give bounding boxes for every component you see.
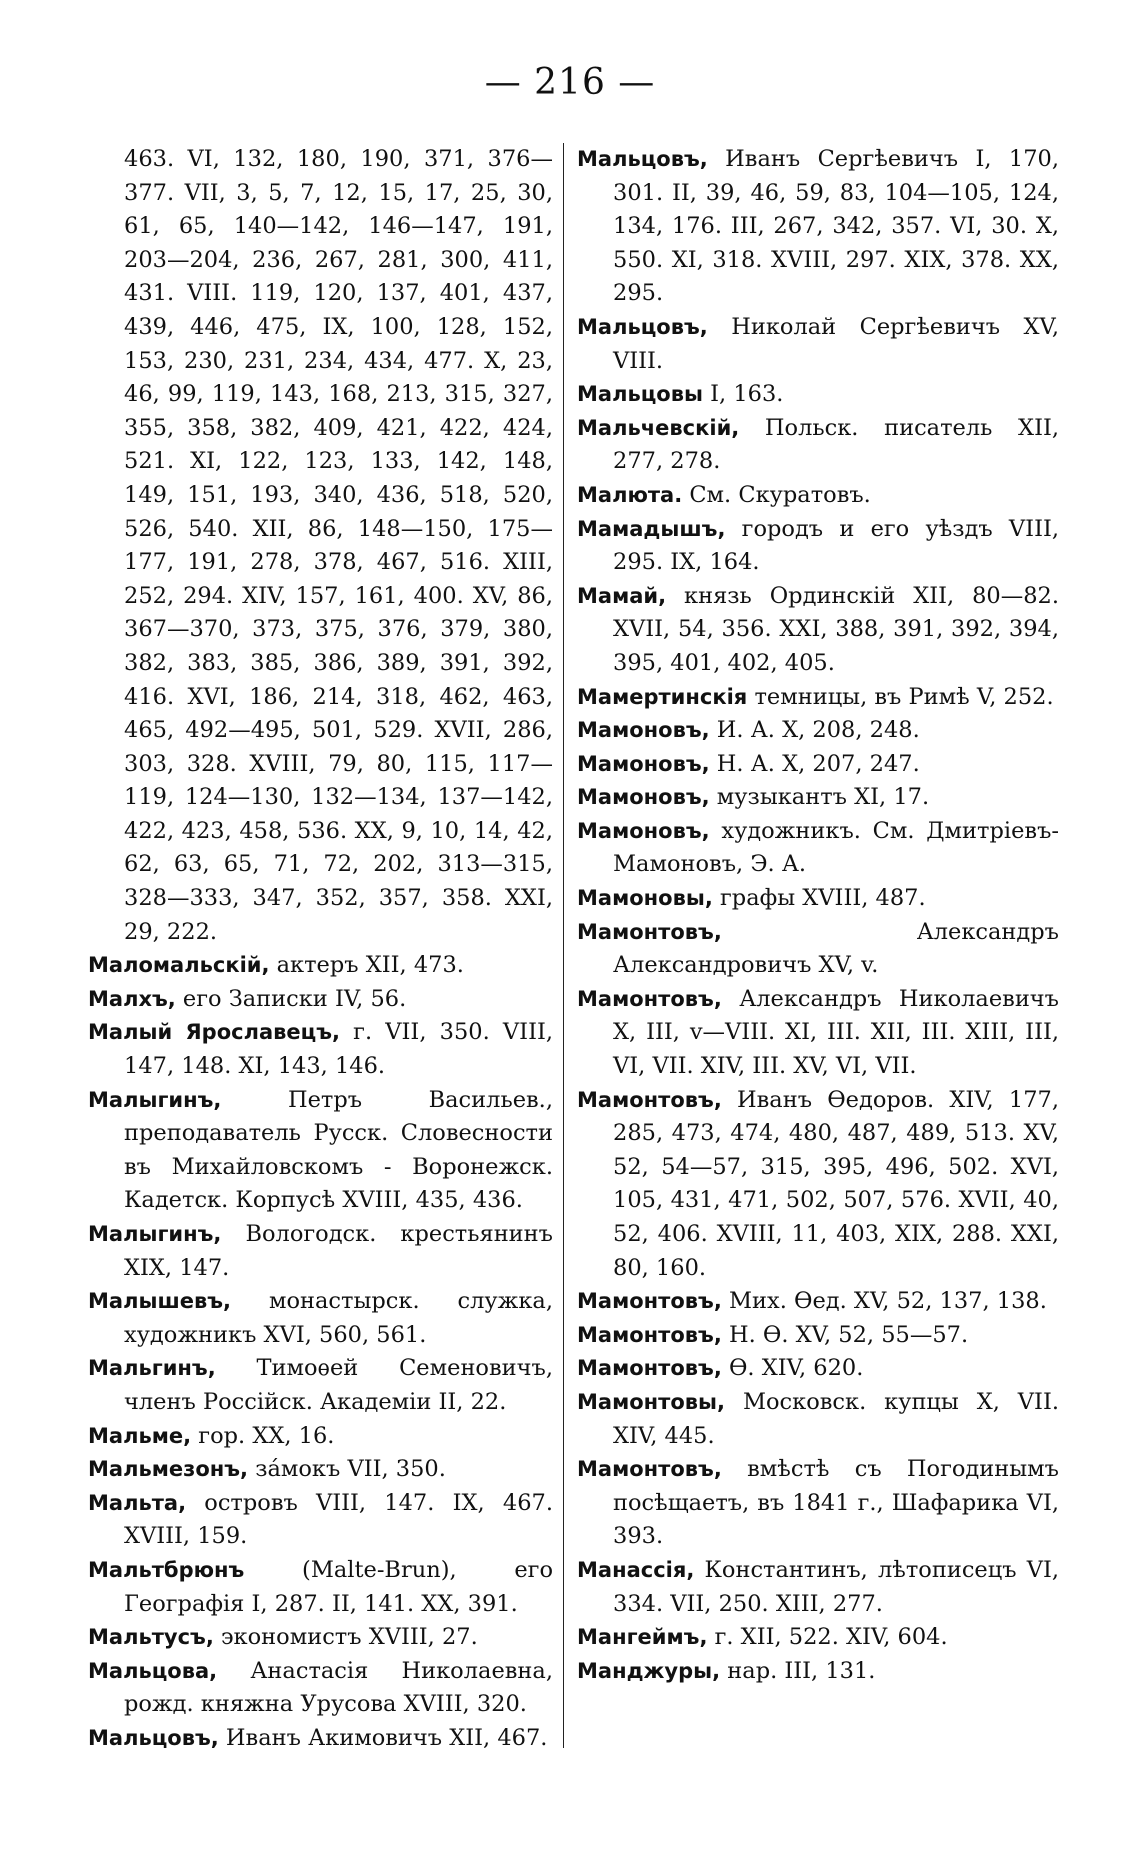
right-column	[577, 143, 1059, 1688]
entry-references: вмѣстѣ съ Погодинымъ посѣщаетъ, въ 1841 г., Шафарика VI, 393.	[613, 1456, 1059, 1550]
entry-references: Александръ Александровичъ XV, v.	[613, 918, 1059, 979]
entry-references: Николай Сергѣевичъ XV, VIII.	[613, 313, 1059, 374]
entry-references: его Записки IV, 56.	[175, 985, 407, 1012]
entry-references: См. Скуратовъ.	[682, 481, 871, 508]
entry-headword: Мамоновы,	[577, 886, 713, 911]
entry-references: I, 163.	[703, 381, 784, 408]
index-entry	[577, 479, 1059, 513]
entry-headword: Мамонтовъ,	[577, 1457, 722, 1482]
index-entry	[577, 1655, 1059, 1689]
entry-headword: Мальтусъ,	[88, 1625, 214, 1650]
entry-references: князь Ординскій XII, 80—82. XVII, 54, 356. XXI, 388, 391, 392, 394, 395, 401, 402, 405.	[613, 582, 1059, 676]
index-entry	[577, 1319, 1059, 1353]
index-entry	[577, 580, 1059, 681]
index-entry	[88, 1722, 553, 1756]
entry-headword: Мальцовъ,	[577, 147, 708, 171]
entry-references: г. VII, 350. VIII, 147, 148. XI, 143, 146.	[124, 1019, 553, 1080]
entry-headword: Мамонтовъ,	[577, 1289, 722, 1314]
entry-references: графы XVIII, 487.	[712, 885, 926, 912]
entry-references: (Malte-Brun), его Географія I, 287. II, 141. XX, 391.	[124, 1556, 553, 1617]
index-entry	[577, 412, 1059, 479]
entry-headword: Мальме,	[88, 1423, 192, 1448]
entry-headword: Малый Ярославецъ,	[88, 1020, 340, 1045]
entry-references: монастырск. служка, художникъ XVI, 560, 561.	[124, 1288, 553, 1348]
entry-references: Вологодск. крестьянинъ XIX, 147.	[124, 1221, 553, 1281]
index-entry	[577, 1554, 1059, 1621]
index-entry	[577, 1352, 1059, 1386]
entry-references: темницы, въ Римѣ V, 252.	[747, 683, 1054, 710]
index-entry	[577, 311, 1059, 378]
entry-references: Иванъ Сергѣевичъ I, 170, 301. II, 39, 46, 59, 83, 104—105, 124, 134, 176. III, 267, 342, 357. VI, 30. X, 550. XI, 318. XVIII, 297. XIX, 378. XX, 295.	[613, 146, 1059, 307]
index-entry	[88, 1084, 553, 1218]
entry-headword: Мальцова,	[88, 1658, 218, 1683]
entry-headword: Малхъ,	[88, 986, 176, 1011]
entry-references: Н. А. X, 207, 247.	[709, 750, 920, 777]
entry-headword: Мальмезонъ,	[88, 1457, 249, 1482]
index-entry	[88, 1621, 553, 1655]
entry-references: И. А. X, 208, 248.	[709, 717, 920, 744]
entry-references: Петръ Васильев., преподаватель Русск. Словесности въ Михайловскомъ - Воронежск. Кадетск. Корпусѣ XVIII, 435, 436.	[124, 1086, 553, 1214]
index-entry	[577, 378, 1059, 412]
entry-headword: Мальчевскій,	[577, 415, 740, 440]
index-entry	[577, 1084, 1059, 1286]
column-divider	[563, 143, 564, 1748]
entry-references: художникъ. См. Дмитріевъ-Мамоновъ, Э. А.	[613, 817, 1059, 878]
entry-headword: Мамонтовъ,	[577, 1087, 722, 1112]
index-entry	[577, 1285, 1059, 1319]
entry-references: гор. XX, 16.	[191, 1422, 335, 1449]
index-entry	[88, 1655, 553, 1722]
entry-headword: Малыгинъ,	[88, 1222, 222, 1246]
index-entry	[88, 1420, 553, 1454]
index-entry	[577, 1386, 1059, 1453]
entry-references: Александръ Николаевичъ X, III, v—VIII. XI, III. XII, III. XIII, III, VI, VII. XIV, III. XV, VI, VII.	[613, 985, 1059, 1080]
index-entry	[577, 983, 1059, 1084]
entry-headword: Мамонтовъ,	[577, 1356, 722, 1381]
entry-headword: Мальгинъ,	[88, 1356, 216, 1381]
entry-headword: Мальцовъ,	[88, 1725, 219, 1750]
index-entry	[577, 143, 1059, 311]
index-entry	[577, 882, 1059, 916]
entry-headword: Мамонтовы,	[577, 1389, 726, 1414]
entry-references: городъ и его уѣздъ VIII, 295. IX, 164.	[613, 515, 1059, 576]
entry-references: экономистъ XVIII, 27.	[213, 1624, 478, 1651]
index-entry	[88, 143, 553, 949]
entry-headword: Мамоновъ,	[577, 818, 710, 843]
entry-headword: Мамонтовъ,	[577, 986, 722, 1011]
entry-headword: Мамоновъ,	[577, 785, 710, 810]
entry-references: г. XII, 522. XIV, 604.	[707, 1624, 948, 1651]
entry-headword: Мамай,	[577, 583, 667, 608]
index-entry	[88, 1554, 553, 1621]
entry-headword: Малюта.	[577, 482, 683, 507]
entry-references: островъ VIII, 147. IX, 467. XVIII, 159.	[124, 1489, 553, 1550]
index-entry	[88, 1218, 553, 1285]
entry-headword: Мамадышъ,	[577, 516, 726, 541]
entry-headword: Манассія,	[577, 1557, 695, 1582]
index-entry	[88, 1016, 553, 1083]
index-entry	[88, 949, 553, 983]
entry-references: Польск. писатель XII, 277, 278.	[613, 414, 1059, 475]
index-entry	[88, 1285, 553, 1352]
entry-references: Н. Ѳ. XV, 52, 55—57.	[721, 1321, 969, 1348]
index-entry	[577, 781, 1059, 815]
entry-references: Константинъ, лѣтописецъ VI, 334. VII, 250. XIII, 277.	[613, 1556, 1059, 1617]
entry-references: Иванъ Ѳедоров. XIV, 177, 285, 473, 474, 480, 487, 489, 513. XV, 52, 54—57, 315, 395, 496, 502. XVI, 105, 431, 471, 502, 507, 576. XVII, 40, 52, 406. XVIII, 11, 403, XIX, 288. XXI, 80, 160.	[613, 1086, 1059, 1281]
entry-references: актеръ XII, 473.	[269, 952, 464, 979]
index-entry	[577, 916, 1059, 983]
entry-headword: Мамертинскія	[577, 684, 748, 709]
index-entry	[88, 1487, 553, 1554]
entry-headword: Мамонтовъ,	[577, 919, 722, 944]
index-entry	[577, 714, 1059, 748]
entry-references: 463. VI, 132, 180, 190, 371, 376—377. VII, 3, 5, 7, 12, 15, 17, 25, 30, 61, 65, 140—142, 146—147, 191, 203—204, 236, 267, 281, 300, 411, 431. VIII. 119, 120, 137, 401, 437, 439, 446, 475, IX, 100, 128, 152, 153, 230, 231, 234, 434, 477. X, 23, 46, 99, 119, 143, 168, 213, 315, 327, 355, 358, 382, 409, 421, 422, 424, 521. XI, 122, 123, 133, 142, 148, 149, 151, 193, 340, 436, 518, 520, 526, 540. XII, 86, 148—150, 175—177, 191, 278, 378, 467, 516. XIII, 252, 294. XIV, 157, 161, 400. XV, 86, 367—370, 373, 375, 376, 379, 380, 382, 383, 385, 386, 389, 391, 392, 416. XVI, 186, 214, 318, 462, 463, 465, 492—495, 501, 529. XVII, 286, 303, 328. XVIII, 79, 80, 115, 117—119, 124—130, 132—134, 137—142, 422, 423, 458, 536. XX, 9, 10, 14, 42, 62, 63, 65, 71, 72, 202, 313—315, 328—333, 347, 352, 357, 358. XXI, 29, 222.	[124, 146, 553, 945]
entry-headword: Мамоновъ,	[577, 718, 710, 743]
entry-references: Ѳ. XIV, 620.	[721, 1355, 864, 1382]
left-column	[88, 143, 553, 1756]
index-entry	[577, 1621, 1059, 1655]
entry-headword: Манджуры,	[577, 1658, 721, 1683]
index-entry	[577, 681, 1059, 715]
entry-headword: Мамонтовъ,	[577, 1322, 722, 1347]
entry-headword: Маломальскій,	[88, 953, 270, 978]
index-entry	[577, 748, 1059, 782]
entry-headword: Мамоновъ,	[577, 751, 710, 776]
index-entry	[88, 983, 553, 1017]
index-entry	[577, 815, 1059, 882]
entry-references: Анастасія Николаевна, рожд. княжна Урусова XVIII, 320.	[124, 1657, 553, 1718]
entry-references: Тимоѳей Семеновичъ, членъ Россійск. Академіи II, 22.	[124, 1355, 553, 1415]
entry-references: Мих. Ѳед. XV, 52, 137, 138.	[721, 1288, 1047, 1315]
page-number: — 216 —	[484, 62, 656, 103]
index-entry	[88, 1453, 553, 1487]
index-entry	[577, 1453, 1059, 1554]
entry-references: нар. III, 131.	[720, 1657, 876, 1684]
entry-references: Иванъ Акимовичъ XII, 467.	[218, 1724, 548, 1751]
entry-headword: Мальта,	[88, 1490, 187, 1515]
entry-headword: Малышевъ,	[88, 1289, 232, 1314]
entry-references: зáмокъ VII, 350.	[248, 1456, 446, 1483]
entry-headword: Мангеймъ,	[577, 1625, 708, 1650]
entry-headword: Мальцовы	[577, 382, 703, 407]
entry-headword: Мальцовъ,	[577, 314, 708, 339]
index-entry	[88, 1352, 553, 1419]
entry-headword: Малыгинъ,	[88, 1087, 222, 1112]
entry-headword: Мальтбрюнъ	[88, 1557, 245, 1582]
entry-references: Московск. купцы X, VII. XIV, 445.	[613, 1388, 1059, 1449]
entry-references: музыкантъ XI, 17.	[709, 784, 930, 811]
index-entry	[577, 513, 1059, 580]
